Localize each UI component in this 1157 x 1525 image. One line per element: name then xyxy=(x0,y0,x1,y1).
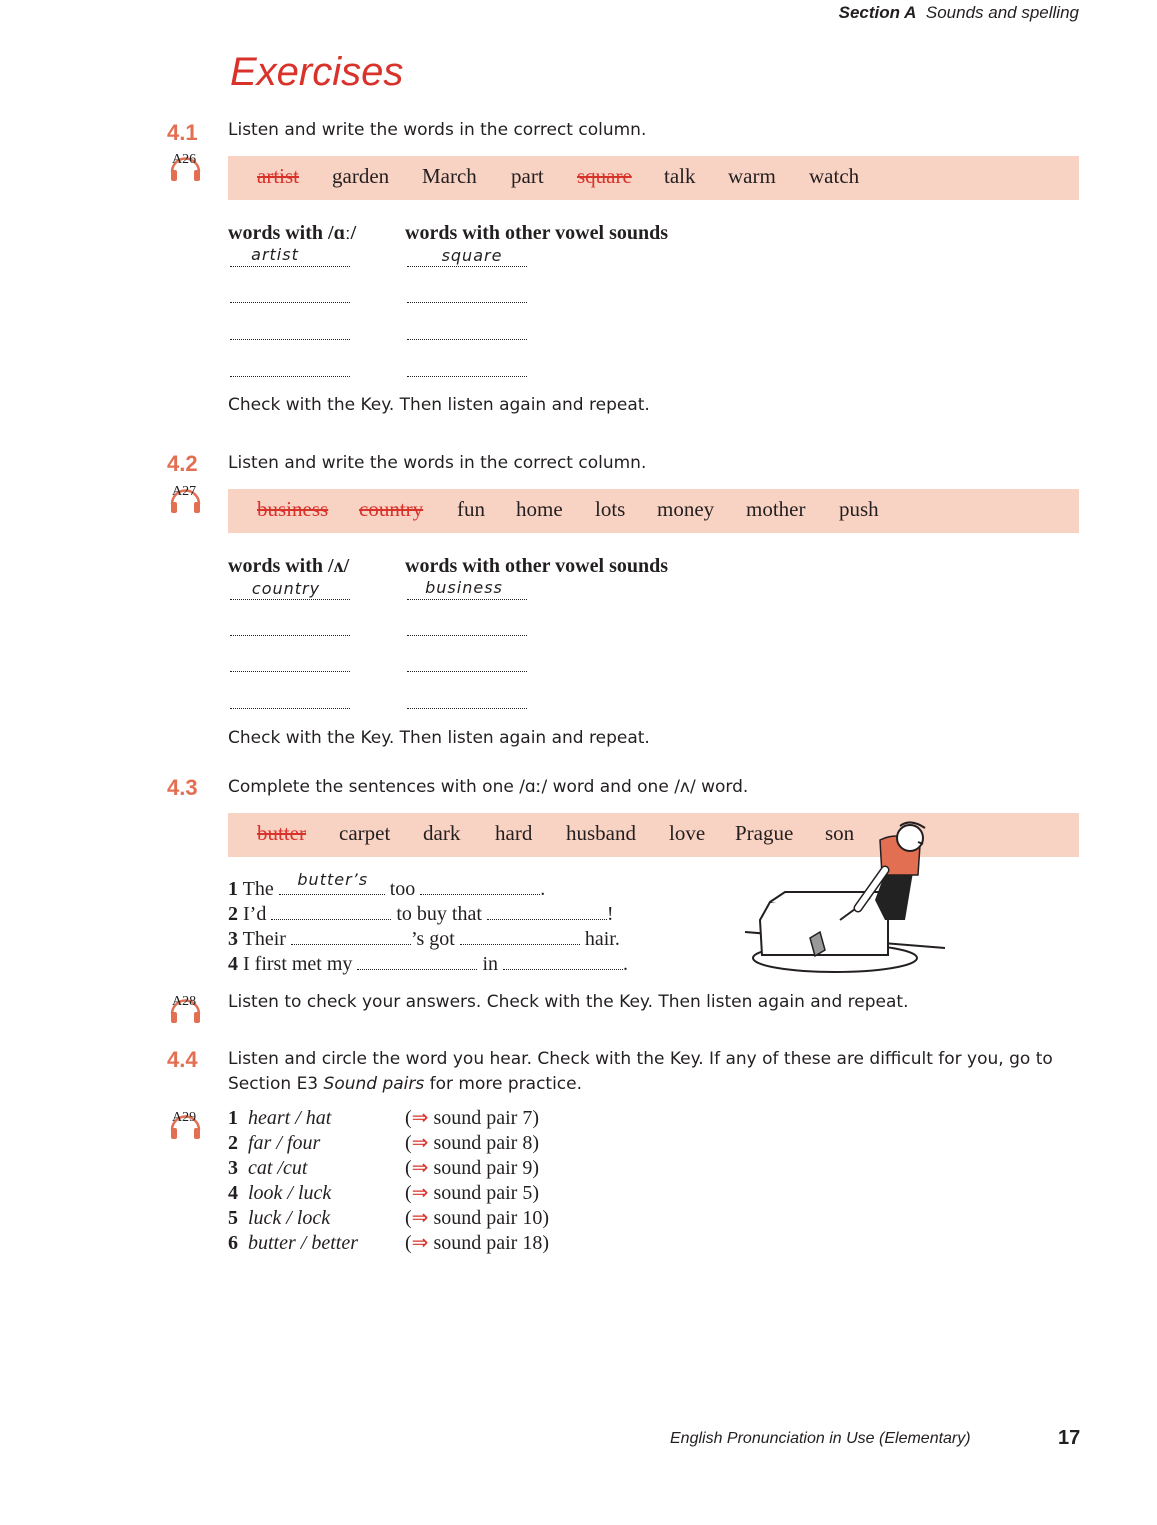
answer-blank[interactable] xyxy=(407,692,527,709)
item-number: 6 xyxy=(228,1232,238,1254)
answer-blank[interactable] xyxy=(230,250,350,267)
word-box-item: lots xyxy=(595,497,626,521)
arrow-icon: ⇒ xyxy=(411,1157,429,1179)
arrow-icon: ⇒ xyxy=(411,1182,429,1204)
word-choice[interactable]: luck / lock xyxy=(248,1207,331,1229)
word-box-item: hard xyxy=(495,821,533,845)
sentence-number: 1 xyxy=(228,878,238,900)
list-item xyxy=(228,1231,549,1256)
word-choice[interactable]: look / luck xyxy=(248,1182,332,1204)
sentence-3 xyxy=(228,928,620,951)
exercise-number-4-4: 4.4 xyxy=(167,1047,198,1072)
answer-blank[interactable] xyxy=(230,692,350,709)
handwritten-example: country xyxy=(251,579,321,598)
audio-track-label: A26 xyxy=(172,152,197,167)
instruction-line: Listen and circle the word you hear. Check with the Key. If any of these are difficult for you, go to xyxy=(228,1049,1053,1069)
audio-track-label: A29 xyxy=(172,1110,197,1125)
handwritten-example: square xyxy=(441,246,503,265)
answer-blank[interactable] xyxy=(460,928,580,945)
word-box-4-1 xyxy=(228,156,1079,200)
sound-pair-ref: sound pair 7) xyxy=(433,1107,539,1129)
instruction-4-4 xyxy=(228,1047,1068,1097)
handwritten-example: business xyxy=(425,578,503,597)
answer-blank[interactable] xyxy=(407,286,527,303)
check-instruction: Check with the Key. Then listen again and repeat. xyxy=(228,395,650,415)
word-box-item: talk xyxy=(664,164,696,188)
word-box-item: square xyxy=(577,164,632,188)
arrow-icon: ⇒ xyxy=(411,1207,429,1229)
butter-illustration xyxy=(740,820,950,985)
sentence-1 xyxy=(228,870,546,901)
word-box-item: Prague xyxy=(735,821,794,845)
sentence-4 xyxy=(228,953,628,976)
paren: ( xyxy=(405,1107,412,1129)
word-choice[interactable]: far / four xyxy=(248,1132,321,1154)
instruction-line: for more practice. xyxy=(424,1074,583,1094)
header-topic: Sounds and spelling xyxy=(925,3,1079,22)
answer-blank[interactable] xyxy=(230,286,350,303)
handwritten-example: butter’s xyxy=(297,870,369,889)
answer-blank[interactable] xyxy=(230,655,350,672)
answer-blank[interactable] xyxy=(407,323,527,340)
paren: ( xyxy=(405,1182,412,1204)
answer-blank[interactable] xyxy=(420,878,540,895)
sentence-text: hair. xyxy=(584,928,620,950)
word-box-item: carpet xyxy=(339,821,391,845)
word-box-item: part xyxy=(511,164,544,188)
check-instruction: Listen to check your answers. Check with the Key. Then listen again and repeat. xyxy=(228,992,909,1012)
sentence-text: Their xyxy=(242,928,286,950)
instruction-4-1: Listen and write the words in the correct column. xyxy=(228,120,647,140)
word-box-4-3 xyxy=(228,813,1079,857)
sentence-text: ! xyxy=(606,903,614,925)
exercise-number-4-1: 4.1 xyxy=(167,120,198,145)
word-box-item: garden xyxy=(332,164,390,188)
instruction-4-3: Complete the sentences with one /ɑː/ word and one /ʌ/ word. xyxy=(228,777,749,797)
word-box-item: warm xyxy=(728,164,776,188)
running-header xyxy=(839,3,1079,23)
word-box-item: money xyxy=(657,497,715,521)
word-box-item: mother xyxy=(746,497,806,521)
audio-track-label: A27 xyxy=(172,484,197,499)
sound-pair-ref: sound pair 8) xyxy=(433,1132,539,1154)
sentence-text: to buy that xyxy=(396,903,482,925)
answer-blank[interactable] xyxy=(503,953,623,970)
answer-blank[interactable] xyxy=(230,583,350,600)
item-number: 3 xyxy=(228,1157,238,1179)
page-title: Exercises xyxy=(230,50,404,94)
word-box-item: home xyxy=(516,497,563,521)
list-item xyxy=(228,1106,549,1131)
list-item xyxy=(228,1181,549,1206)
sentence-text: . xyxy=(540,878,546,900)
column-heading: words with other vowel sounds xyxy=(405,222,668,244)
arrow-icon: ⇒ xyxy=(411,1232,429,1254)
word-box-4-2 xyxy=(228,489,1079,533)
word-box-item: dark xyxy=(423,821,461,845)
list-item xyxy=(228,1206,549,1231)
sound-pair-ref: sound pair 18) xyxy=(433,1232,549,1254)
word-choice[interactable]: heart / hat xyxy=(248,1107,332,1129)
item-number: 4 xyxy=(228,1182,238,1204)
sentence-text: I first met my xyxy=(243,953,353,975)
sentence-text: ’s got xyxy=(410,928,455,950)
answer-blank[interactable] xyxy=(407,360,527,377)
answer-blank[interactable] xyxy=(407,583,527,600)
word-box-item: country xyxy=(359,497,424,521)
answer-blank[interactable] xyxy=(230,323,350,340)
answer-blank[interactable] xyxy=(407,655,527,672)
word-box-item: son xyxy=(825,821,855,845)
word-box-item: artist xyxy=(257,164,299,188)
sentence-text: in xyxy=(482,953,498,975)
sentence-text: . xyxy=(623,953,628,975)
headphones-icon[interactable] xyxy=(167,148,204,185)
handwritten-example: artist xyxy=(251,245,299,264)
audio-track-label: A28 xyxy=(172,994,197,1009)
headphones-icon[interactable] xyxy=(167,990,204,1027)
paren: ( xyxy=(405,1132,412,1154)
item-number: 1 xyxy=(228,1107,238,1129)
paren: ( xyxy=(405,1232,412,1254)
answer-blank[interactable] xyxy=(357,953,477,970)
paren: ( xyxy=(405,1157,412,1179)
word-box-item: watch xyxy=(809,164,860,188)
answer-blank[interactable] xyxy=(407,250,527,267)
sentence-text: The xyxy=(242,878,274,900)
header-section: Section A xyxy=(838,3,917,22)
sentence-number: 4 xyxy=(228,953,238,975)
answer-blank[interactable] xyxy=(230,619,350,636)
item-number: 5 xyxy=(228,1207,238,1229)
word-box-item: business xyxy=(257,497,329,521)
sentence-number: 2 xyxy=(228,903,238,925)
answer-blank[interactable] xyxy=(407,619,527,636)
item-number: 2 xyxy=(228,1132,238,1154)
sound-pair-ref: sound pair 5) xyxy=(433,1182,539,1204)
instruction-line: Section E3 xyxy=(228,1074,324,1094)
arrow-icon: ⇒ xyxy=(411,1107,429,1129)
sentence-number: 3 xyxy=(228,928,238,950)
answer-blank[interactable] xyxy=(230,360,350,377)
sound-pairs-link[interactable]: Sound pairs xyxy=(323,1074,425,1094)
word-choice[interactable]: butter / better xyxy=(248,1232,358,1254)
exercise-number-4-2: 4.2 xyxy=(167,451,198,476)
answer-blank[interactable] xyxy=(487,903,607,920)
word-box-item: love xyxy=(669,821,706,845)
sentence-text: I’d xyxy=(243,903,267,925)
page-number: 17 xyxy=(1058,1427,1081,1449)
word-box-item: husband xyxy=(566,821,636,845)
word-box-item: butter xyxy=(257,821,306,845)
word-box-item: push xyxy=(839,497,879,521)
headphones-icon[interactable] xyxy=(167,1106,204,1143)
sentence-2 xyxy=(228,903,614,926)
list-item xyxy=(228,1156,549,1181)
sound-pair-ref: sound pair 9) xyxy=(433,1157,539,1179)
paren: ( xyxy=(405,1207,412,1229)
column-heading: words with other vowel sounds xyxy=(405,555,668,577)
sound-pair-list xyxy=(228,1106,549,1256)
answer-blank[interactable] xyxy=(271,903,391,920)
instruction-4-2: Listen and write the words in the correct column. xyxy=(228,453,647,473)
column-heading: words with /ʌ/ xyxy=(228,555,350,577)
answer-blank[interactable] xyxy=(279,870,385,895)
word-choice[interactable]: cat /cut xyxy=(248,1157,308,1179)
column-heading: words with /ɑː/ xyxy=(228,222,357,244)
footer-book-title: English Pronunciation in Use (Elementary) xyxy=(670,1430,971,1447)
arrow-icon: ⇒ xyxy=(411,1132,429,1154)
exercise-number-4-3: 4.3 xyxy=(167,775,198,800)
headphones-icon[interactable] xyxy=(167,480,204,517)
word-box-item: March xyxy=(422,164,477,188)
word-box-item: fun xyxy=(457,497,485,521)
sentence-text: too xyxy=(389,878,416,900)
answer-blank[interactable] xyxy=(291,928,411,945)
sound-pair-ref: sound pair 10) xyxy=(433,1207,549,1229)
list-item xyxy=(228,1131,549,1156)
check-instruction: Check with the Key. Then listen again and repeat. xyxy=(228,728,650,748)
